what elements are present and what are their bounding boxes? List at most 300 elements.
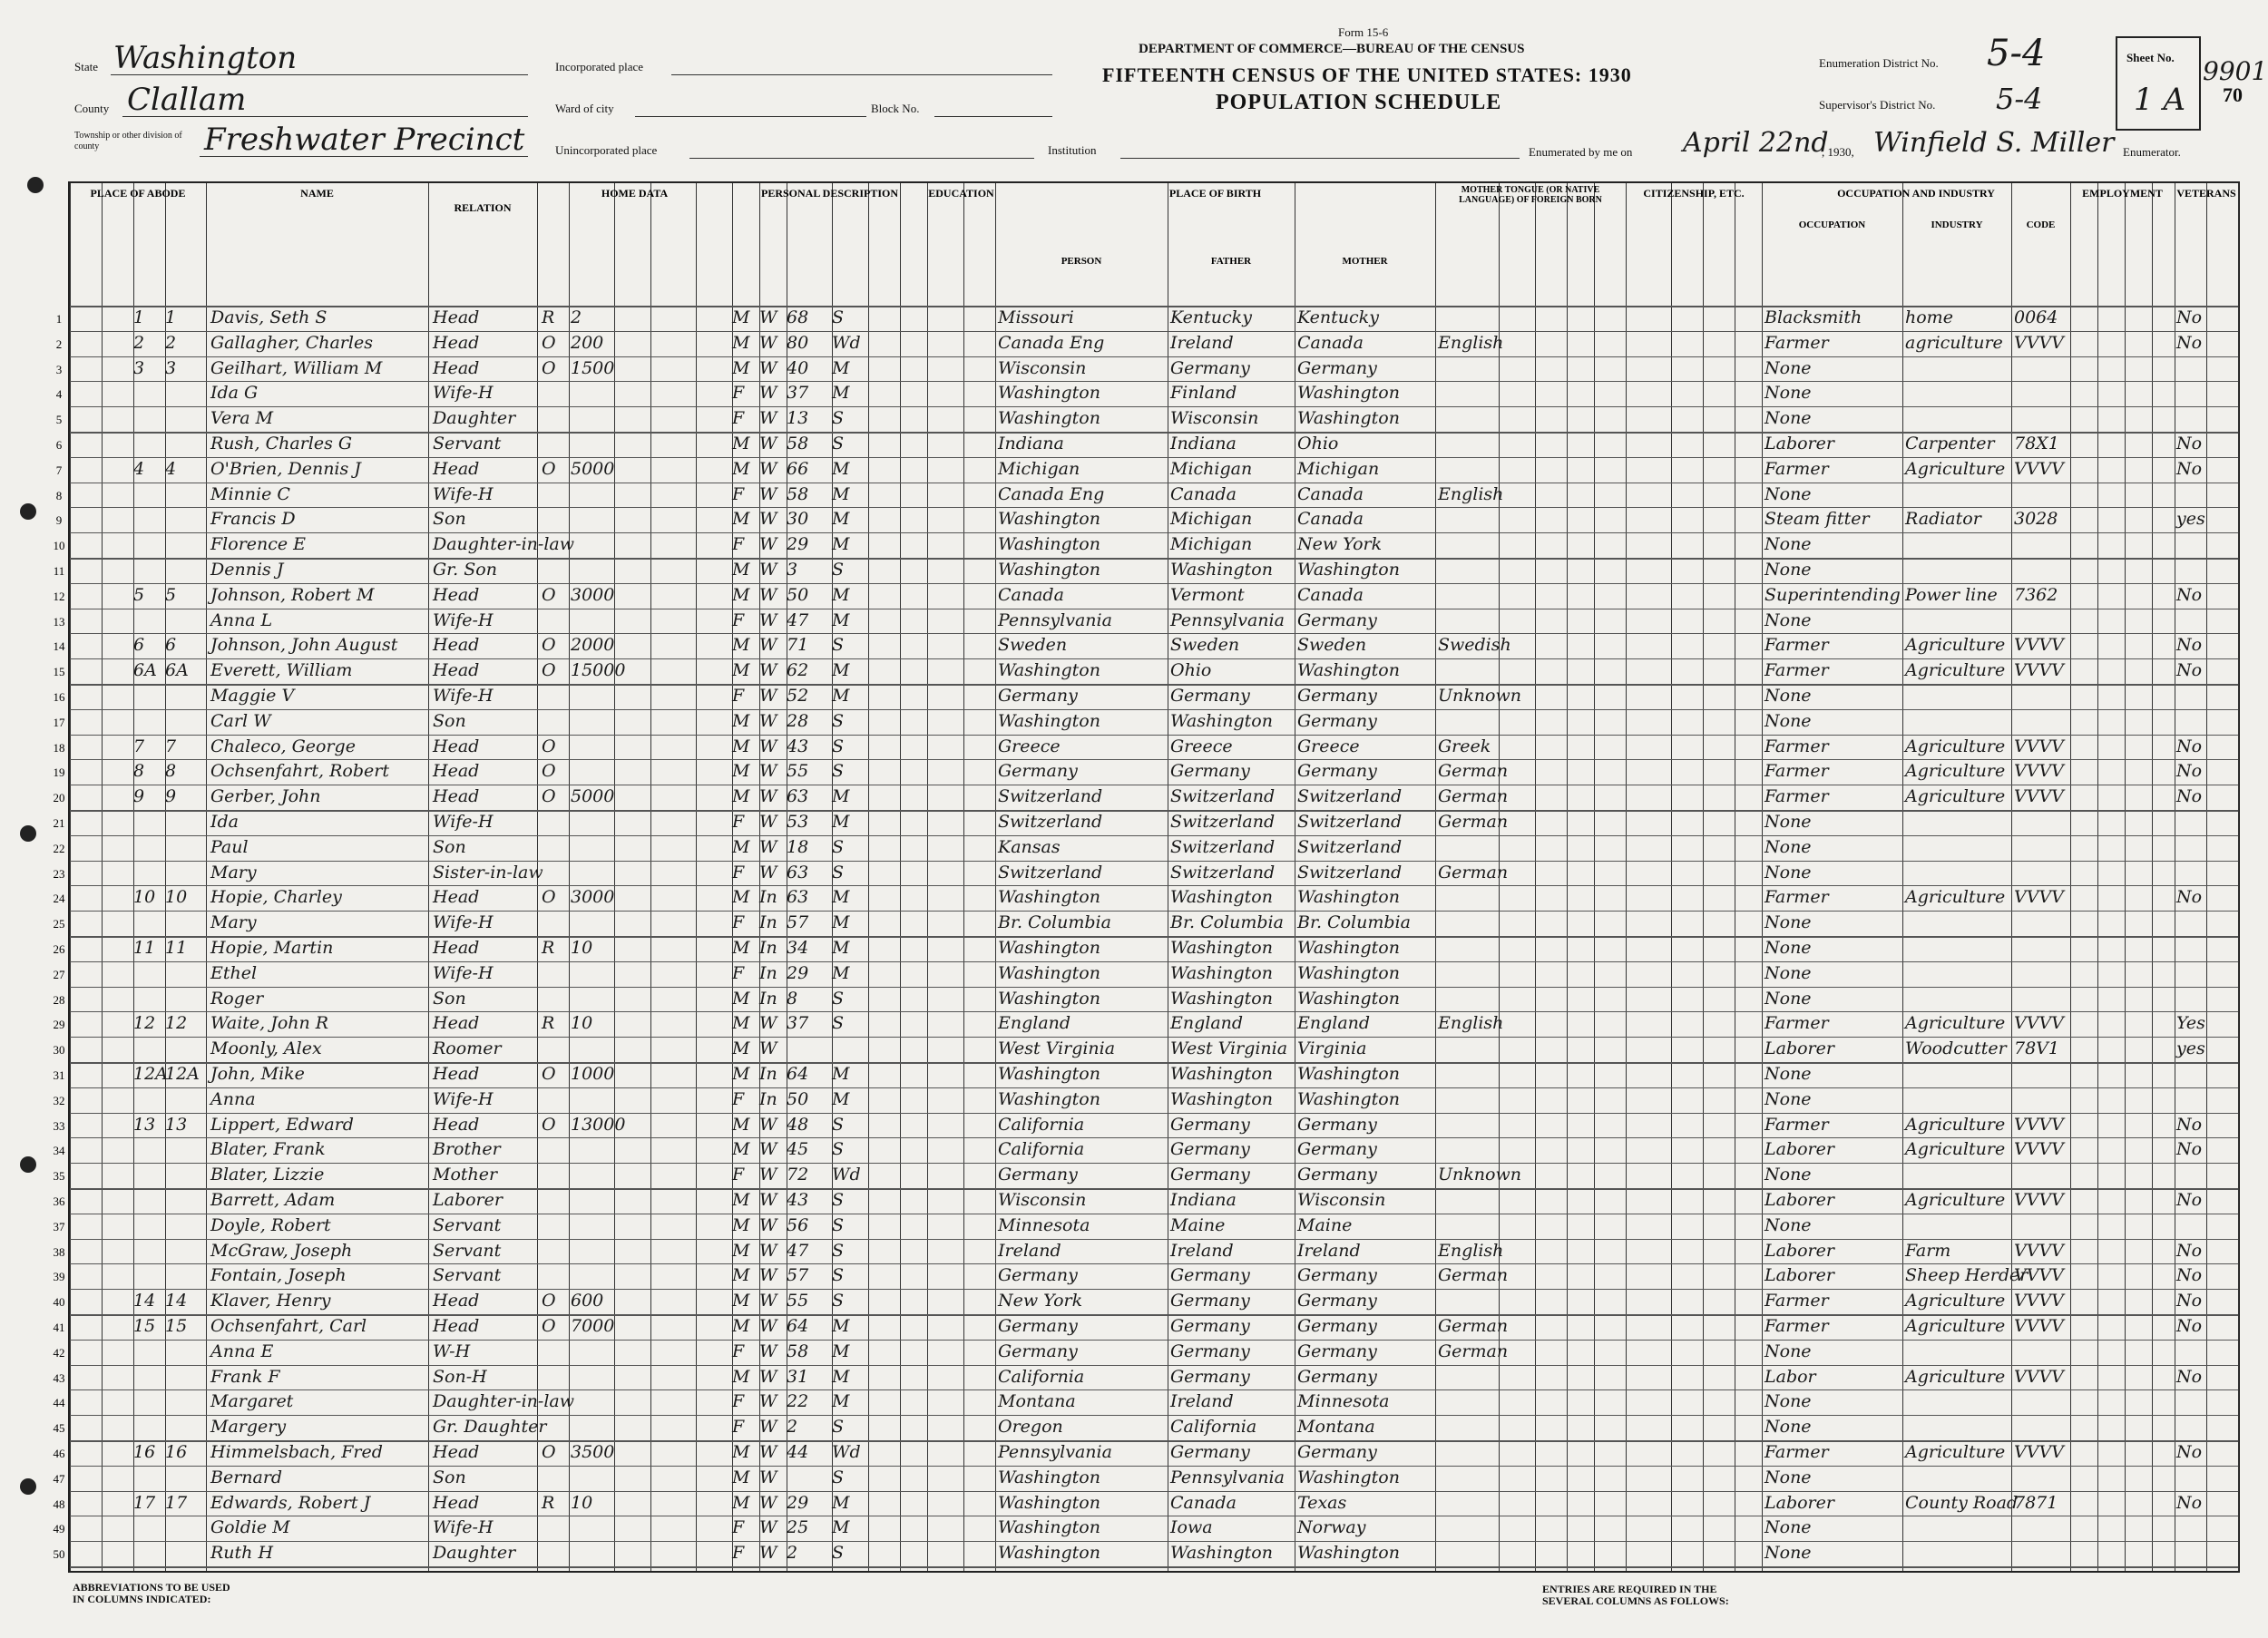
veteran: No [2176, 1316, 2203, 1336]
industry: County Road [1905, 1492, 2019, 1513]
table-row [53, 936, 2238, 961]
birthplace-mother: Washington [1297, 383, 1400, 404]
birthplace-father: Switzerland [1170, 786, 1276, 807]
marital-status: M [832, 1316, 850, 1336]
race: W [759, 483, 777, 504]
industry: Agriculture [1905, 786, 2006, 807]
home-tenure: R [542, 1492, 555, 1513]
sex: M [732, 786, 750, 807]
age: 57 [787, 1265, 809, 1286]
veteran: No [2176, 1190, 2203, 1210]
race: W [759, 357, 777, 378]
table-row [53, 1389, 2238, 1415]
home-value: 5000 [571, 786, 615, 807]
person-name: Gerber, John [210, 786, 321, 807]
line-number: 9 [55, 513, 63, 528]
line-number: 13 [53, 614, 65, 629]
occupation: None [1765, 962, 1812, 983]
occupation-code: VVVV [2014, 736, 2064, 756]
age: 66 [787, 458, 809, 479]
subhead-industry: INDUSTRY [1931, 219, 1983, 230]
relation: Head [433, 1291, 480, 1311]
person-name: Fontain, Joseph [210, 1265, 347, 1286]
race: W [759, 1139, 777, 1160]
marital-status: M [832, 812, 850, 832]
family-number: 9 [165, 786, 177, 807]
birthplace-mother: Switzerland [1297, 786, 1403, 807]
dwelling-number: 2 [133, 332, 145, 353]
occupation: None [1765, 609, 1812, 630]
family-number: 2 [165, 332, 177, 353]
family-number: 6A [165, 660, 189, 681]
age: 25 [787, 1517, 809, 1538]
sex: F [732, 383, 745, 404]
relation: Servant [433, 1214, 502, 1235]
birthplace-mother: Washington [1297, 962, 1400, 983]
sheet-label: Sheet No. [2126, 51, 2175, 64]
industry: Agriculture [1905, 1316, 2006, 1336]
birthplace-mother: Germany [1297, 1165, 1377, 1185]
race: W [759, 1341, 777, 1361]
age: 63 [787, 862, 809, 882]
group-name: NAME [300, 187, 334, 200]
marital-status: S [832, 1240, 845, 1261]
person-name: Klaver, Henry [210, 1291, 331, 1311]
marital-status: S [832, 736, 845, 756]
birthplace-father: Pennsylvania [1170, 1467, 1285, 1487]
line-number: 16 [53, 690, 65, 704]
schedule-title: POPULATION SCHEDULE [1216, 91, 1502, 114]
line-number: 34 [53, 1144, 65, 1158]
age: 8 [787, 988, 798, 1009]
industry: Agriculture [1905, 1366, 2006, 1387]
line-number: 48 [53, 1497, 65, 1511]
veteran: No [2176, 1442, 2203, 1462]
birthplace-person: Oregon [998, 1417, 1063, 1438]
enum-district-value: 5-4 [1987, 33, 2046, 74]
marital-status: S [832, 434, 845, 453]
race: W [759, 1038, 777, 1059]
mother-tongue: German [1438, 786, 1509, 807]
birthplace-mother: Kentucky [1297, 307, 1379, 327]
industry: Agriculture [1905, 1114, 2006, 1135]
race: W [759, 307, 777, 327]
line-number: 36 [53, 1194, 65, 1208]
person-name: Paul [210, 836, 249, 857]
home-value: 10 [571, 1013, 593, 1034]
industry: Farm [1905, 1240, 1951, 1261]
birthplace-mother: Germany [1297, 761, 1377, 782]
birthplace-father: Michigan [1170, 509, 1253, 530]
dwelling-number: 10 [133, 887, 156, 908]
birthplace-person: Washington [998, 1517, 1100, 1538]
table-row [53, 1087, 2238, 1113]
table-row [55, 507, 2238, 532]
relation: Son [433, 988, 466, 1009]
birthplace-father: Germany [1170, 686, 1250, 706]
marital-status: M [832, 584, 850, 605]
race: W [759, 509, 777, 530]
mother-tongue: German [1438, 1265, 1509, 1286]
relation: Head [433, 938, 480, 958]
birthplace-person: Indiana [998, 434, 1064, 453]
person-name: McGraw, Joseph [210, 1240, 353, 1261]
marital-status: S [832, 1265, 845, 1286]
relation: Wife-H [433, 383, 494, 404]
line-number: 38 [53, 1244, 65, 1259]
occupation: None [1765, 1341, 1812, 1361]
age: 55 [787, 761, 809, 782]
age: 29 [787, 1492, 809, 1513]
relation: Head [433, 458, 480, 479]
line-number: 40 [53, 1295, 65, 1310]
dwelling-number: 13 [133, 1114, 156, 1135]
relation: Head [433, 887, 480, 908]
marital-status: Wd [832, 1165, 861, 1185]
occupation: None [1765, 812, 1812, 832]
age: 29 [787, 962, 809, 983]
relation: Son [433, 1467, 466, 1487]
person-name: Barrett, Adam [210, 1190, 336, 1210]
sex: M [732, 736, 750, 756]
enum-district-label: Enumeration District No. [1819, 56, 1939, 70]
relation: Daughter [433, 408, 516, 429]
birthplace-mother: Sweden [1297, 635, 1367, 656]
home-tenure: O [542, 584, 556, 605]
industry: Agriculture [1905, 1291, 2006, 1311]
township-value: Freshwater Precinct [204, 122, 525, 158]
veteran: No [2176, 1265, 2203, 1286]
marital-status: S [832, 862, 845, 882]
birthplace-mother: Switzerland [1297, 812, 1403, 832]
occupation-code: VVVV [2014, 635, 2064, 656]
veteran: No [2176, 307, 2203, 327]
birthplace-mother: Texas [1297, 1492, 1347, 1513]
occupation: Farmer [1765, 1442, 1829, 1462]
family-number: 10 [165, 887, 188, 908]
marital-status: M [832, 458, 850, 479]
dwelling-number: 12A [133, 1064, 168, 1084]
line-number: 25 [53, 917, 65, 931]
person-name: Goldie M [210, 1517, 290, 1538]
person-name: Gallagher, Charles [210, 332, 373, 353]
person-name: Johnson, John August [210, 635, 398, 656]
birthplace-mother: Germany [1297, 686, 1377, 706]
relation: Daughter-in-law [433, 534, 574, 555]
sex: M [732, 1038, 750, 1059]
birthplace-person: Germany [998, 686, 1078, 706]
race: In [759, 988, 777, 1009]
sex: M [732, 584, 750, 605]
occupation: None [1765, 686, 1812, 706]
table-row [53, 1440, 2238, 1466]
occupation: Steam fitter [1765, 509, 1870, 530]
marital-status: S [832, 408, 845, 429]
person-name: Hopie, Martin [210, 938, 334, 958]
birthplace-mother: Maine [1297, 1214, 1353, 1235]
county-value: Clallam [127, 82, 247, 118]
sex: F [732, 1517, 745, 1538]
person-name: Lippert, Edward [210, 1114, 354, 1135]
table-row [53, 785, 2238, 810]
race: W [759, 1165, 777, 1185]
enumerator-label: Enumerator. [2123, 145, 2181, 159]
mother-tongue: Swedish [1438, 635, 1511, 656]
occupation: None [1765, 1214, 1812, 1235]
birthplace-father: Michigan [1170, 534, 1253, 555]
age: 57 [787, 912, 809, 933]
person-name: Himmelsbach, Fred [210, 1442, 383, 1462]
line-number: 47 [53, 1471, 65, 1486]
line-number: 43 [53, 1370, 65, 1385]
relation: Gr. Son [433, 560, 497, 580]
line-number: 33 [53, 1118, 65, 1133]
marital-status: S [832, 1467, 845, 1487]
person-name: Minnie C [210, 483, 290, 504]
table-row [55, 306, 2238, 331]
occupation: None [1765, 560, 1812, 580]
mother-tongue: English [1438, 483, 1504, 504]
birthplace-father: Germany [1170, 357, 1250, 378]
enumerated-label: Enumerated by me on [1529, 145, 1633, 159]
industry: Agriculture [1905, 1139, 2006, 1160]
race: W [759, 1543, 777, 1564]
family-number: 12 [165, 1013, 188, 1034]
person-name: Ida G [210, 383, 259, 404]
line-number: 2 [55, 336, 63, 351]
sex: F [732, 1165, 745, 1185]
group-relation: RELATION [454, 201, 512, 214]
marital-status: S [832, 1013, 845, 1034]
table-row [53, 532, 2238, 558]
relation: Gr. Daughter [433, 1417, 547, 1438]
relation: Head [433, 660, 480, 681]
race: W [759, 1013, 777, 1034]
relation: Daughter-in-law [433, 1391, 574, 1412]
table-row [53, 1415, 2238, 1440]
occupation: None [1765, 938, 1812, 958]
home-value: 10 [571, 1492, 593, 1513]
birthplace-mother: Germany [1297, 1139, 1377, 1160]
veteran: yes [2176, 509, 2205, 530]
mother-tongue: German [1438, 1316, 1509, 1336]
line-number: 31 [53, 1068, 65, 1082]
race: W [759, 1417, 777, 1438]
birthplace-father: Washington [1170, 1064, 1273, 1084]
birthplace-person: Washington [998, 1467, 1100, 1487]
home-tenure: O [542, 1316, 556, 1336]
birthplace-mother: Canada [1297, 584, 1364, 605]
relation: Wife-H [433, 686, 494, 706]
race: W [759, 458, 777, 479]
subhead-mother: MOTHER [1342, 256, 1388, 267]
line-number: 15 [53, 665, 65, 679]
birthplace-person: Washington [998, 938, 1100, 958]
race: W [759, 1214, 777, 1235]
relation: Wife-H [433, 1088, 494, 1109]
person-name: Ethel [210, 962, 258, 983]
birthplace-person: Canada Eng [998, 332, 1105, 353]
sex: M [732, 1492, 750, 1513]
relation: Head [433, 1316, 480, 1336]
table-row [53, 1239, 2238, 1264]
relation: Sister-in-law [433, 862, 543, 882]
birthplace-person: Washington [998, 988, 1100, 1009]
mother-tongue: Greek [1438, 736, 1491, 756]
birthplace-father: Ireland [1170, 1391, 1234, 1412]
home-tenure: O [542, 458, 556, 479]
birthplace-father: Germany [1170, 1265, 1250, 1286]
entries-title: ENTRIES ARE REQUIRED IN THE SEVERAL COLUMNS AS FOLLOWS: [1542, 1583, 1729, 1607]
home-tenure: O [542, 660, 556, 681]
person-name: Anna L [210, 609, 273, 630]
home-tenure: O [542, 786, 556, 807]
stamp-number-2: 70 [2223, 83, 2243, 106]
abbr-title: ABBREVIATIONS TO BE USED IN COLUMNS INDICATED: [73, 1581, 230, 1605]
table-row [53, 1037, 2238, 1062]
race: In [759, 962, 777, 983]
institution-label: Institution [1048, 143, 1097, 157]
subhead-code: CODE [2026, 219, 2056, 230]
birthplace-father: Washington [1170, 560, 1273, 580]
birthplace-father: Pennsylvania [1170, 609, 1285, 630]
table-row [53, 709, 2238, 735]
industry: agriculture [1905, 332, 2003, 353]
marital-status: S [832, 560, 845, 580]
home-tenure: O [542, 1064, 556, 1084]
veteran: No [2176, 1114, 2203, 1135]
dwelling-number: 3 [133, 357, 145, 378]
age: 37 [787, 1013, 809, 1034]
race: W [759, 1265, 777, 1286]
line-number: 14 [53, 639, 65, 654]
age: 40 [787, 357, 809, 378]
ward-label: Ward of city [555, 102, 614, 115]
person-name: Everett, William [210, 660, 353, 681]
sex: M [732, 1240, 750, 1261]
birthplace-person: Michigan [998, 458, 1080, 479]
age: 52 [787, 686, 809, 706]
occupation: None [1765, 483, 1812, 504]
family-number: 7 [165, 736, 177, 756]
table-row [55, 483, 2238, 508]
home-value: 2 [571, 307, 582, 327]
birthplace-father: Finland [1170, 383, 1237, 404]
table-row [53, 810, 2238, 835]
age: 45 [787, 1139, 809, 1160]
person-name: O'Brien, Dennis J [210, 458, 361, 479]
birthplace-person: California [998, 1139, 1085, 1160]
race: W [759, 786, 777, 807]
race: W [759, 761, 777, 782]
birthplace-mother: Canada [1297, 483, 1364, 504]
birthplace-person: Sweden [998, 635, 1068, 656]
occupation: None [1765, 408, 1812, 429]
age: 80 [787, 332, 809, 353]
age: 56 [787, 1214, 809, 1235]
line-number: 23 [53, 866, 65, 881]
table-row [53, 861, 2238, 886]
birthplace-father: Washington [1170, 962, 1273, 983]
race: W [759, 534, 777, 555]
race: In [759, 912, 777, 933]
incorporated-label: Incorporated place [555, 60, 644, 73]
sex: M [732, 1291, 750, 1311]
group-veterans: VETERANS [2176, 187, 2236, 200]
birthplace-person: Germany [998, 1341, 1078, 1361]
race: W [759, 434, 777, 453]
occupation: Laborer [1765, 1038, 1834, 1059]
relation: Head [433, 761, 480, 782]
home-tenure: R [542, 307, 555, 327]
birthplace-person: Br. Columbia [998, 912, 1111, 933]
person-name: John, Mike [210, 1064, 305, 1084]
person-name: Edwards, Robert J [210, 1492, 371, 1513]
person-name: Mary [210, 862, 257, 882]
birthplace-mother: England [1297, 1013, 1371, 1034]
table-row [53, 885, 2238, 911]
birthplace-person: Washington [998, 962, 1100, 983]
birthplace-father: California [1170, 1417, 1257, 1438]
relation: Son [433, 710, 466, 731]
occupation: Farmer [1765, 736, 1829, 756]
person-name: Maggie V [210, 686, 295, 706]
age: 64 [787, 1064, 809, 1084]
birthplace-mother: Washington [1297, 408, 1400, 429]
binder-hole [20, 503, 36, 520]
person-name: Carl W [210, 710, 271, 731]
birthplace-person: Washington [998, 710, 1100, 731]
line-number: 30 [53, 1043, 65, 1058]
table-row [53, 1263, 2238, 1289]
line-number: 17 [53, 715, 65, 729]
occupation-code: VVVV [2014, 1291, 2064, 1311]
birthplace-mother: Br. Columbia [1297, 912, 1411, 933]
age: 44 [787, 1442, 809, 1462]
sheet-value: 1 A [2134, 82, 2185, 118]
home-value: 15000 [571, 660, 626, 681]
occupation: Laborer [1765, 1492, 1834, 1513]
birthplace-mother: Germany [1297, 1366, 1377, 1387]
table-row [53, 684, 2238, 709]
relation: W-H [433, 1341, 471, 1361]
occupation: Laborer [1765, 434, 1834, 453]
line-number: 8 [55, 488, 63, 502]
line-number: 5 [55, 413, 63, 427]
marital-status: M [832, 357, 850, 378]
sex: F [732, 534, 745, 555]
occupation: Farmer [1765, 1316, 1829, 1336]
birthplace-mother: Germany [1297, 609, 1377, 630]
relation: Wife-H [433, 609, 494, 630]
occupation-code: 0064 [2014, 307, 2058, 327]
occupation-code: VVVV [2014, 332, 2064, 353]
person-name: Blater, Frank [210, 1139, 326, 1160]
birthplace-mother: Washington [1297, 1543, 1400, 1564]
person-name: Anna [210, 1088, 256, 1109]
marital-status: S [832, 1543, 845, 1564]
birthplace-father: Kentucky [1170, 307, 1252, 327]
birthplace-person: Germany [998, 1316, 1078, 1336]
table-row [53, 1113, 2238, 1138]
person-name: Roger [210, 988, 264, 1009]
marital-status: M [832, 383, 850, 404]
sex: F [732, 912, 745, 933]
dwelling-number: 4 [133, 458, 145, 479]
industry: Sheep Herder [1905, 1265, 2028, 1286]
relation: Head [433, 1064, 480, 1084]
line-number: 18 [53, 740, 65, 755]
